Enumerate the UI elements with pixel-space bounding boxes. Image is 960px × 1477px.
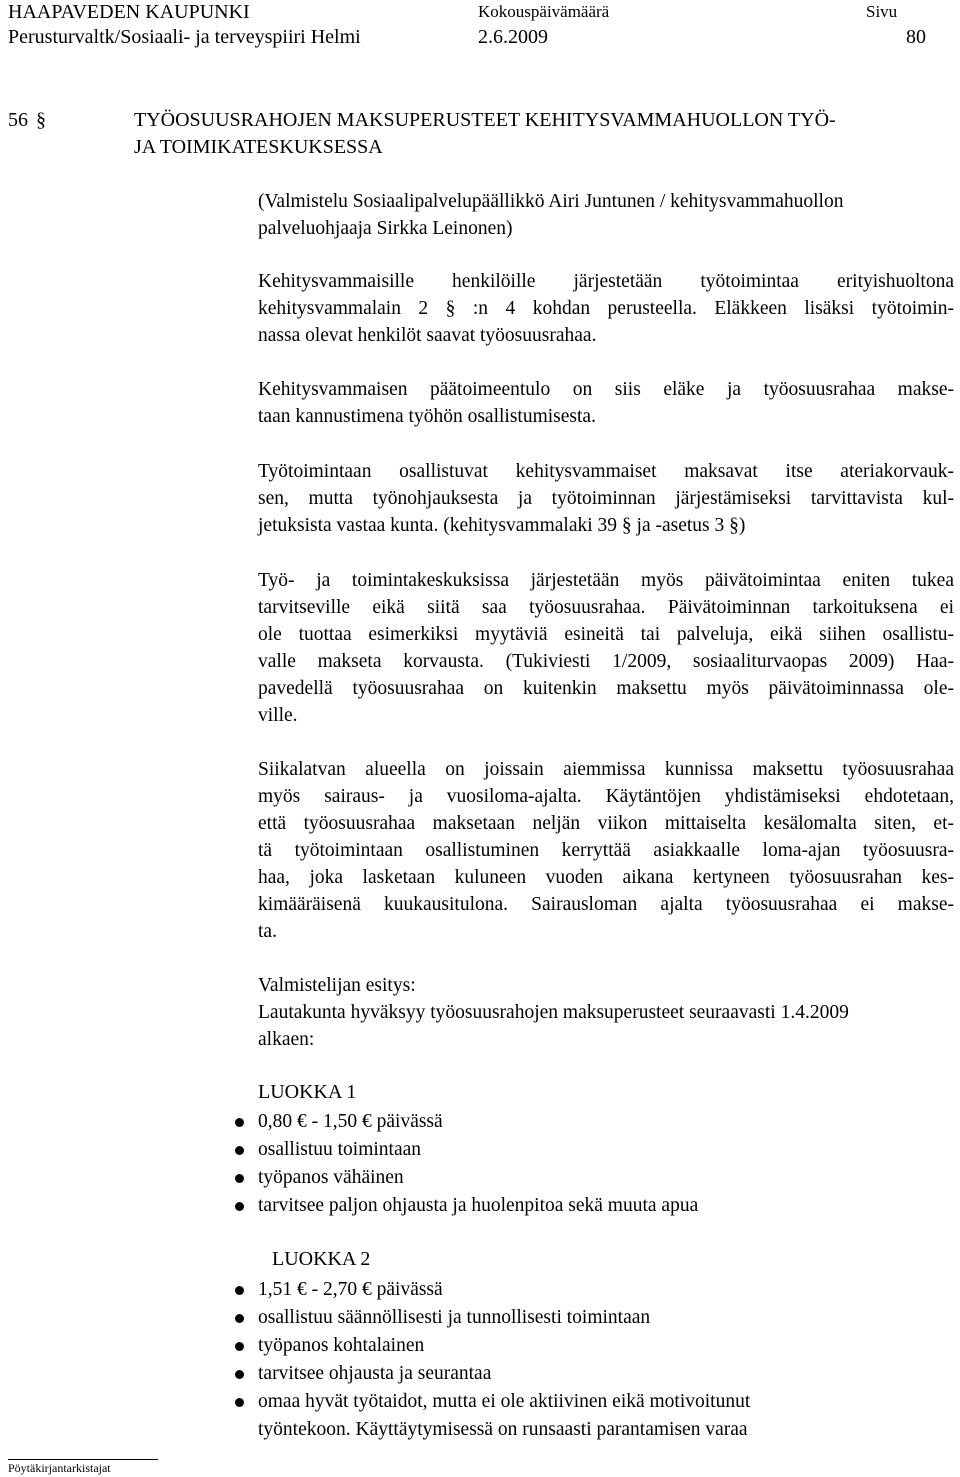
text-line: tarvitseville eikä siitä saa työosuusrahaa. Päivätoiminnan tarkoituksena ei — [258, 597, 954, 618]
list-item — [232, 1388, 750, 1416]
text-line: haa, joka lasketaan kuluneen vuoden aikana kertyneen työosuusrahan kes- — [258, 867, 954, 888]
list-item-text: 0,80 € - 1,50 € päivässä — [258, 1111, 443, 1132]
text-line: valle makseta korvausta. (Tukiviesti 1/2009, sosiaaliturvaopas 2009) Haa- — [258, 651, 954, 672]
preparation-note — [258, 188, 954, 242]
text-line: tä työtoimintaan osallistuminen kerryttää asiakkaalle loma-ajan työosuusra- — [258, 840, 954, 861]
class-1-list — [232, 1108, 698, 1220]
preparation-line: palveluohjaaja Sirkka Leinonen) — [258, 218, 513, 239]
signature-label: Pöytäkirjantarkistajat — [8, 1461, 111, 1475]
class-2-list — [232, 1276, 750, 1444]
text-line: kehitysvammalain 2 § :n 4 kohdan perusteella. Eläkkeen lisäksi työtoimin- — [258, 298, 954, 319]
list-item — [232, 1164, 698, 1192]
bullet-icon — [235, 1286, 244, 1295]
text-line: ville. — [258, 705, 298, 726]
list-item-text: tarvitsee ohjausta ja seurantaa — [258, 1363, 492, 1384]
text-line: taan kannustimena työhön osallistumisesta. — [258, 406, 596, 427]
text-line: Työ- ja toimintakeskuksissa järjestetään myös päivätoimintaa eniten tukea — [258, 570, 954, 591]
list-item — [232, 1276, 750, 1304]
meeting-date: 2.6.2009 — [478, 26, 548, 48]
text-line: Kehitysvammaisen päätoimeentulo on siis eläke ja työosuusrahaa makse- — [258, 379, 954, 400]
bullet-icon — [235, 1370, 244, 1379]
page-label: Sivu — [866, 2, 898, 21]
class-2-title: LUOKKA 2 — [272, 1248, 371, 1270]
bullet-icon — [235, 1146, 244, 1155]
proposal-label: Valmistelijan esitys: — [258, 975, 416, 996]
section-number: 56 — [8, 109, 28, 131]
list-item-text: työpanos vähäinen — [258, 1167, 404, 1188]
list-item-text: työntekoon. Käyttäytymisessä on runsaasti parantamisen varaa — [258, 1419, 748, 1440]
signature-line — [8, 1459, 158, 1460]
text-line: Työtoimintaan osallistuvat kehitysvammaiset maksavat itse ateriakorvauk- — [258, 461, 954, 482]
list-item-text: työpanos kohtalainen — [258, 1335, 425, 1356]
bullet-icon — [235, 1202, 244, 1211]
text-line: sen, mutta työnohjauksesta ja työtoiminnan järjestämiseksi tarvittavista kul- — [258, 488, 954, 509]
paragraph-1 — [258, 268, 954, 349]
paragraph-4 — [258, 567, 954, 729]
meeting-date-label: Kokouspäivämäärä — [478, 2, 610, 21]
text-line: pavedellä työosuusrahaa on kuitenkin maksettu myös päivätoiminnassa ole- — [258, 678, 954, 699]
list-item — [232, 1332, 750, 1360]
list-item — [232, 1304, 750, 1332]
text-line: että työosuusrahaa maksetaan neljän viikon mittaiselta kesälomalta siten, et- — [258, 813, 954, 834]
text-line: ole tuottaa esimerkiksi myytäviä esineitä tai palveluja, eikä siihen osallistu- — [258, 624, 954, 645]
bullet-icon — [235, 1174, 244, 1183]
paragraph-2 — [258, 376, 954, 430]
list-item — [232, 1360, 750, 1388]
list-item-text: 1,51 € - 2,70 € päivässä — [258, 1279, 443, 1300]
page-number: 80 — [906, 26, 926, 48]
list-item-text: omaa hyvät työtaidot, mutta ei ole aktiivinen eikä motivoitunut — [258, 1391, 751, 1412]
section-sign: § — [36, 109, 46, 131]
section-title-line2: JA TOIMIKATESKUKSESSA — [134, 136, 383, 158]
section-title-line1: TYÖOSUUSRAHOJEN MAKSUPERUSTEET KEHITYSVAMMAHUOLLON TYÖ- — [134, 109, 836, 131]
class-1-title: LUOKKA 1 — [258, 1081, 357, 1103]
paragraph-5 — [258, 756, 954, 945]
list-item-continuation — [232, 1416, 750, 1444]
list-item-text: osallistuu säännöllisesti ja tunnollisesti toimintaan — [258, 1307, 651, 1328]
bullet-icon — [235, 1118, 244, 1127]
department-name: Perusturvaltk/Sosiaali- ja terveyspiiri Helmi — [8, 26, 361, 48]
list-item — [232, 1108, 698, 1136]
proposal — [258, 972, 954, 1053]
text-line: Kehitysvammaisille henkilöille järjestetään työtoimintaa erityishuoltona — [258, 271, 954, 292]
proposal-text: Lautakunta hyväksyy työosuusrahojen maksuperusteet seuraavasti 1.4.2009 — [258, 1002, 849, 1023]
preparation-line: (Valmistelu Sosiaalipalvelupäällikkö Airi Juntunen / kehitysvammahuollon — [258, 191, 844, 212]
bullet-icon — [235, 1314, 244, 1323]
list-item-text: tarvitsee paljon ohjausta ja huolenpitoa sekä muuta apua — [258, 1195, 699, 1216]
text-line: kimääräisenä kuukausitulona. Sairausloman ajalta työosuusrahaa ei makse- — [258, 894, 954, 915]
text-line: ta. — [258, 921, 277, 942]
bullet-icon — [235, 1398, 244, 1407]
organization-name: HAAPAVEDEN KAUPUNKI — [8, 1, 250, 23]
list-item-text: osallistuu toimintaan — [258, 1139, 422, 1160]
text-line: jetuksista vastaa kunta. (kehitysvammalaki 39 § ja -asetus 3 §) — [258, 515, 746, 536]
paragraph-3 — [258, 458, 954, 539]
list-item — [232, 1136, 698, 1164]
list-item — [232, 1192, 698, 1220]
text-line: Siikalatvan alueella on joissain aiemmissa kunnissa maksettu työosuusrahaa — [258, 759, 954, 780]
text-line: nassa olevat henkilöt saavat työosuusrahaa. — [258, 325, 597, 346]
text-line: myös sairaus- ja vuosiloma-ajalta. Käytäntöjen yhdistämiseksi ehdotetaan, — [258, 786, 954, 807]
bullet-icon — [235, 1342, 244, 1351]
proposal-text: alkaen: — [258, 1029, 315, 1050]
